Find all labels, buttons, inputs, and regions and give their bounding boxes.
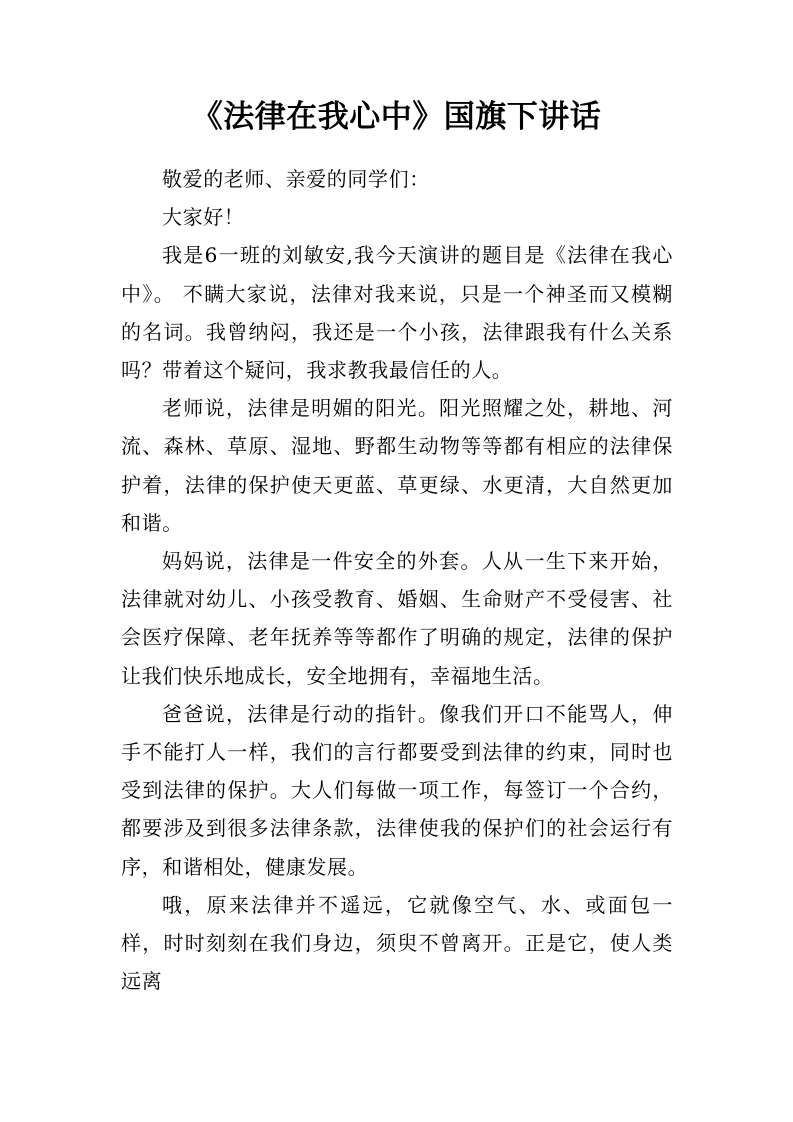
mother-paragraph: 妈妈说，法律是一件安全的外套。人从一生下来开始，法律就对幼儿、小孩受教育、婚姻、生命财产不受侵害、社会医疗保障、老年抚养等等都作了明确的规定，法律的保护让我们快乐地成长，安全地拥有，幸福地生活。	[121, 549, 673, 688]
teacher-paragraph: 老师说，法律是明媚的阳光。阳光照耀之处，耕地、河流、森林、草原、湿地、野都生动物等等都有相应的法律保护着，法律的保护使天更蓝、草更绿、水更清，大自然更加和谐。	[121, 396, 673, 535]
hello-paragraph: 大家好！	[162, 205, 245, 230]
document-title: 《法律在我心中》国旗下讲话	[191, 99, 602, 135]
document-body	[121, 160, 673, 1000]
intro-paragraph: 我是6一班的刘敏安,我今天演讲的题目是《法律在我心中》。 不瞒大家说，法律对我来说，只是一个神圣而又模糊的名词。我曾纳闷，我还是一个小孩，法律跟我有什么关系吗？带着这个疑问，我求教我最信任的人。	[121, 243, 673, 383]
conclusion-paragraph: 哦，原来法律并不遥远，它就像空气、水、或面包一样，时时刻刻在我们身边，须臾不曾离开。正是它，使人类远离	[121, 892, 673, 994]
greeting-paragraph: 敬爱的老师、亲爱的同学们：	[162, 167, 430, 191]
father-paragraph: 爸爸说，法律是行动的指针。像我们开口不能骂人，伸手不能打人一样，我们的言行都要受到法律的约束，同时也受到法律的保护。大人们每做一项工作，每签订一个合约，都要涉及到很多法律条款，法律使我的保护们的社会运行有序，和谐相处，健康发展。	[121, 701, 673, 879]
